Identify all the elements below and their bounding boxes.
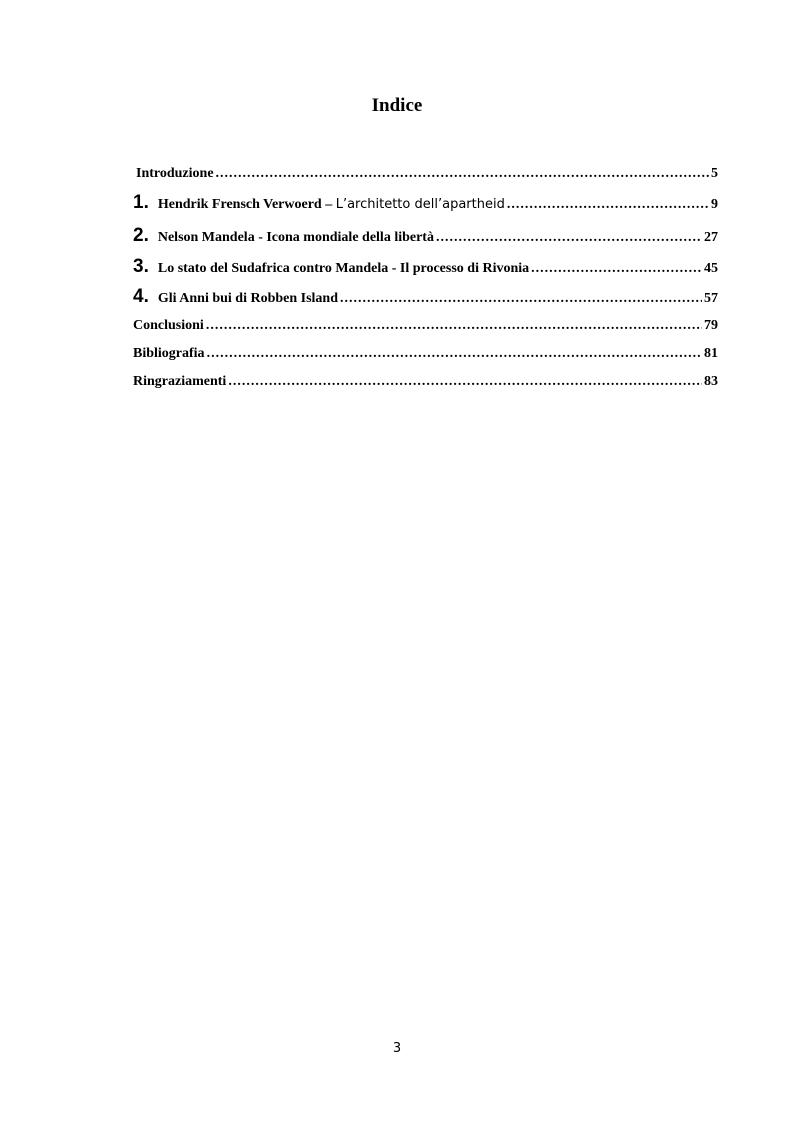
toc-entry-page: 79 [704, 318, 718, 333]
toc-entry-page: 57 [704, 291, 718, 306]
toc-dot-leader [531, 258, 702, 280]
toc-entry-title: Nelson Mandela - Icona mondiale della libertà [157, 230, 434, 245]
toc-dot-leader [207, 343, 702, 365]
toc-entry-introduzione[interactable] [133, 163, 718, 185]
toc-dot-leader [340, 288, 702, 310]
toc-entry-ringraziamenti[interactable] [133, 371, 718, 393]
toc-entry-title: Ringraziamenti [133, 374, 227, 389]
toc-entry-title-main: Hendrik Frensch Verwoerd – [157, 197, 336, 212]
toc-chapter-number: 2. [133, 225, 149, 246]
page-title: Indice [371, 95, 423, 116]
toc-entry-title-sub: L’architetto dell’apartheid [335, 197, 505, 212]
toc-entry-title [158, 194, 505, 216]
toc-chapter-number: 3. [133, 256, 149, 277]
toc-entry-page: 27 [704, 230, 718, 245]
toc-entry-bibliografia[interactable] [133, 343, 718, 365]
toc-entry-title: Gli Anni bui di Robben Island [157, 291, 339, 306]
toc-entry-page: 81 [704, 346, 718, 361]
toc-dot-leader [507, 194, 709, 216]
toc-entry-page: 9 [711, 197, 718, 212]
page-number: 3 [392, 1041, 402, 1056]
toc-dot-leader [206, 315, 702, 337]
toc-entry-title: Bibliografia [133, 346, 205, 361]
toc-entry-page: 5 [711, 166, 718, 181]
toc-dot-leader [228, 371, 702, 393]
toc-chapter-number: 4. [133, 286, 149, 307]
toc-entry-title: Lo stato del Sudafrica contro Mandela - Il processo di Rivonia [157, 261, 530, 276]
toc-entry-chapter-2[interactable] [133, 225, 718, 247]
toc-entry-chapter-3[interactable] [133, 256, 718, 278]
toc-entry-conclusioni[interactable] [133, 315, 718, 337]
toc-dot-leader [216, 163, 709, 185]
toc-entry-title: Conclusioni [133, 318, 204, 333]
toc-entry-title: Introduzione [136, 166, 214, 181]
toc-entry-chapter-4[interactable] [133, 286, 718, 308]
toc-entry-page: 45 [704, 261, 718, 276]
toc-entry-chapter-1[interactable] [133, 192, 718, 214]
toc-chapter-number: 1. [133, 192, 149, 213]
toc-dot-leader [436, 227, 702, 249]
toc-entry-page: 83 [704, 374, 718, 389]
